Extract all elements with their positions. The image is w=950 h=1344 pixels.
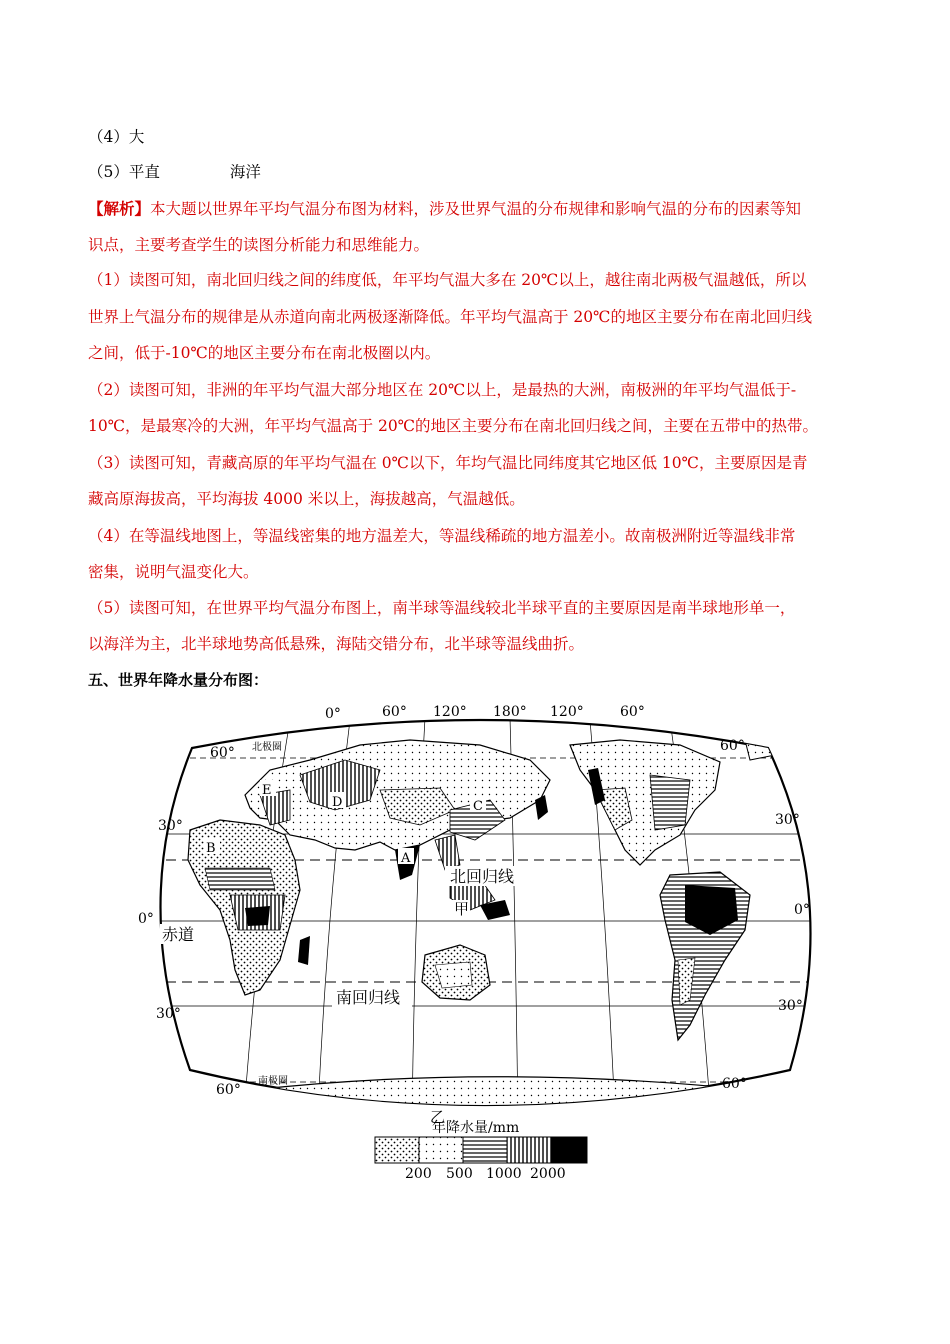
analysis-p2-line-2: 10℃，是最寒冷的大洲，年平均气温高于 20℃的地区主要分布在南北回归线之间，主要在五带中的热带。 [88,417,819,435]
label-jia: 甲 [454,900,470,918]
analysis-p5-line-2: 以海洋为主，北半球地势高低悬殊，海陆交错分布，北半球等温线曲折。 [88,635,585,653]
analysis-intro-line-1 [88,199,801,219]
lat-label-60s-left: 60° [216,1082,241,1098]
label-yi: 乙 [430,1108,446,1126]
analysis-p2-line-1: （2）读图可知，非洲的年平均气温大部分地区在 20℃以上，是最热的大洲，南极洲的年平均气温低于- [88,381,797,399]
analysis-p5-line-1: （5）读图可知，在世界平均气温分布图上，南半球等温线较北半球平直的主要原因是南半球地形单一， [88,599,796,617]
answer-5 [88,162,261,182]
map-svg [138,700,810,1190]
lat-label-60n-right: 60° [720,738,745,754]
legend-box-1 [375,1137,419,1163]
section-5-title: 五、世界年降水量分布图： [88,671,269,689]
equator-label: 赤道 [162,925,195,944]
legend-box-5 [551,1137,587,1163]
lon-label-120e: 120° [433,704,467,720]
lat-label-60n-left: 60° [210,745,235,761]
answer-4: （4）大 [88,128,145,146]
arctic-circle-label: 北极圈 [252,742,282,753]
lat-label-0-right: 0° [794,902,810,918]
analysis-p4-line-2: 密集，说明气温变化大。 [88,563,259,581]
tropic-south-label: 南回归线 [336,988,401,1007]
lat-label-30s-left: 30° [156,1006,181,1022]
legend-value-1000: 1000 [486,1166,522,1182]
legend-box-2 [419,1137,463,1163]
label-a: A [401,851,411,866]
analysis-intro-line-2: 识点，主要考查学生的读图分析能力和思维能力。 [88,236,430,254]
world-precipitation-map [138,700,810,1190]
analysis-tag: 【解析】 [88,199,151,218]
lon-label-0: 0° [325,706,341,722]
lat-label-30s-right: 30° [778,998,803,1014]
antarctic-circle-label: 南极圈 [258,1076,288,1087]
lat-label-60s-right: 60° [722,1076,747,1092]
legend-box-3 [463,1137,507,1163]
label-d: D [332,795,343,810]
answer-5-label: （5）平直 [88,163,160,181]
legend-title: 年降水量/mm [432,1120,520,1136]
lat-label-30n-left: 30° [158,818,183,834]
lon-label-60w: 60° [620,704,645,720]
answer-5-value: 海洋 [229,163,261,181]
lat-label-30n-right: 30° [775,812,800,828]
analysis-p1-line-3: 之间，低于-10℃的地区主要分布在南北极圈以内。 [88,344,441,362]
legend-value-2000: 2000 [530,1166,566,1182]
analysis-p1-line-2: 世界上气温分布的规律是从赤道向南北两极逐渐降低。年平均气温高于 20℃的地区主要分布在南北回归线 [88,308,812,326]
label-b: B [206,841,216,856]
tropic-north-label: 北回归线 [450,867,515,886]
label-e: E [262,783,272,798]
analysis-p4-line-1: （4）在等温线地图上，等温线密集的地方温差大，等温线稀疏的地方温差小。故南极洲附近等温线非常 [88,527,796,545]
analysis-p3-line-1: （3）读图可知，青藏高原的年平均气温在 0℃以下，年均气温比同纬度其它地区低 10℃，主要原因是青 [88,454,808,472]
analysis-p1-line-1: （1）读图可知，南北回归线之间的纬度低，年平均气温大多在 20℃以上，越往南北两极气温越低，所以 [88,271,807,289]
analysis-p3-line-2: 藏高原海拔高，平均海拔 4000 米以上，海拔越高，气温越低。 [88,490,525,508]
legend-box-4 [507,1137,551,1163]
label-c: C [473,799,483,814]
legend-value-500: 500 [446,1166,473,1182]
lat-label-0-left: 0° [138,911,154,927]
legend-scale [375,1137,587,1163]
legend-value-200: 200 [405,1166,432,1182]
lon-label-180: 180° [493,704,527,720]
analysis-intro-text: 本大题以世界年平均气温分布图为材料，涉及世界气温的分布规律和影响气温的分布的因素等知 [150,200,802,218]
lon-label-120w: 120° [550,704,584,720]
lon-label-60e: 60° [382,704,407,720]
